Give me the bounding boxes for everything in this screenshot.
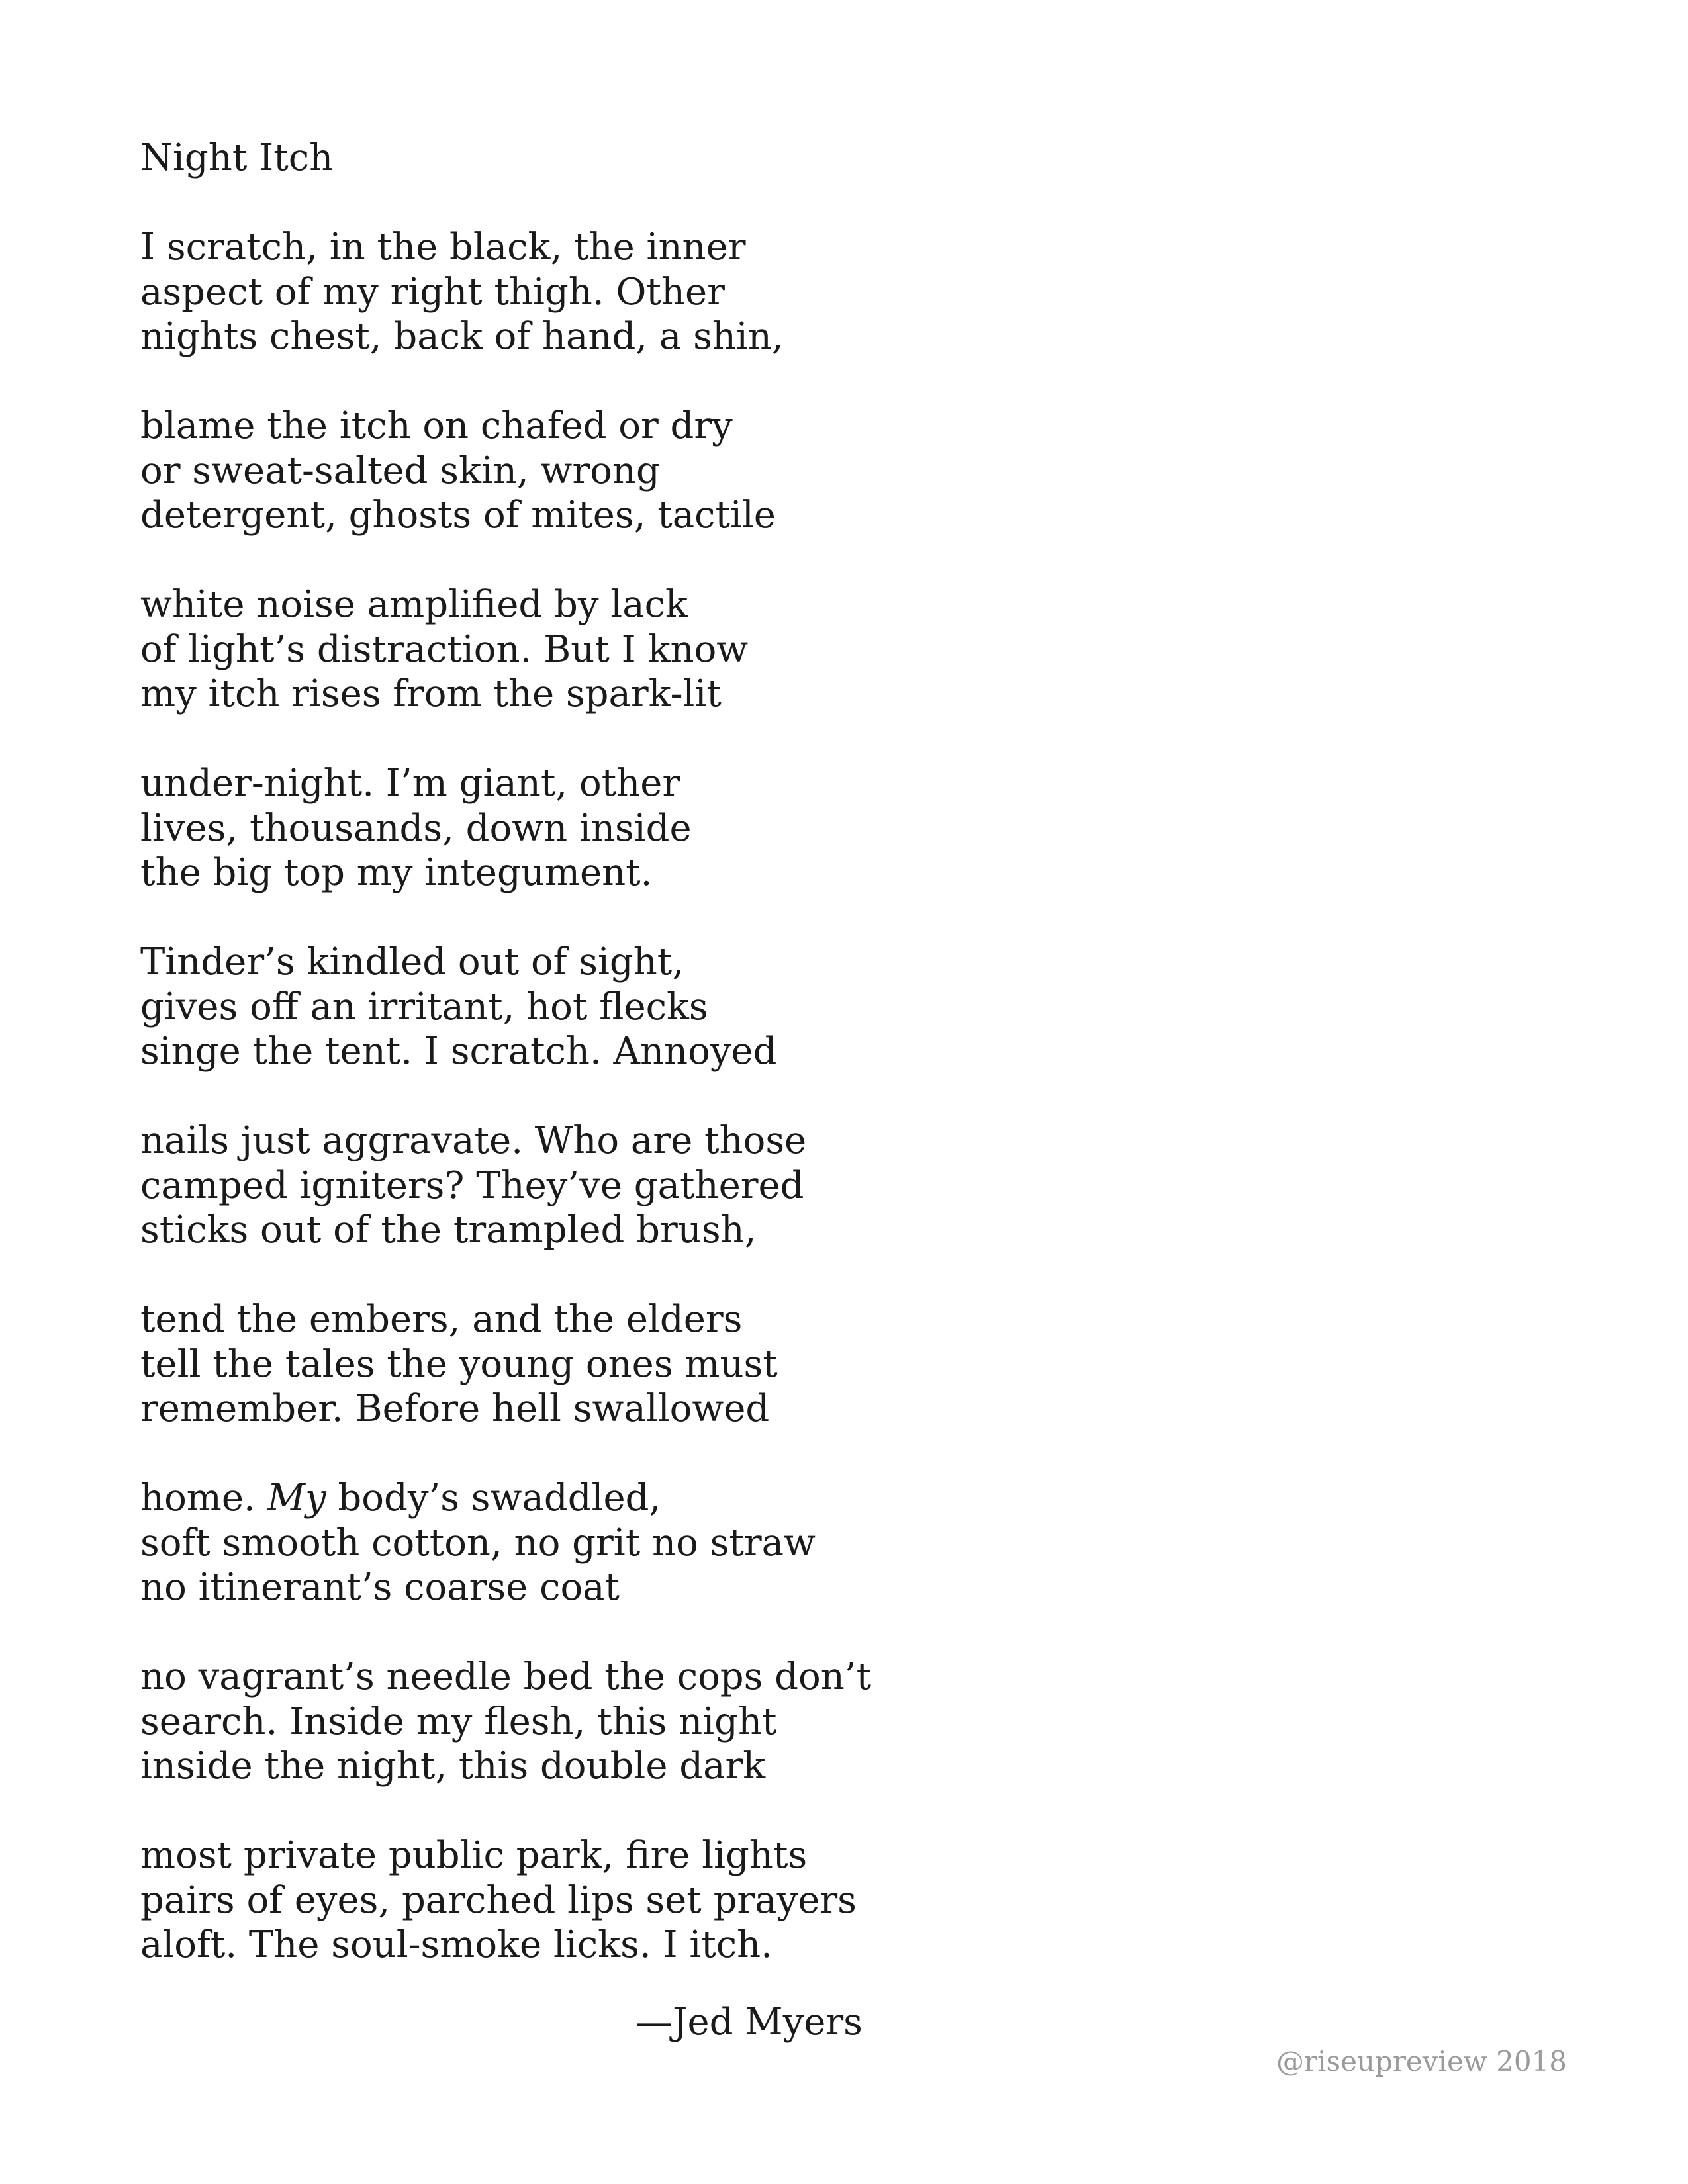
poem-line: tell the tales the young ones must xyxy=(140,1342,778,1386)
stanza-7 xyxy=(140,1297,1133,1432)
poem-body xyxy=(140,136,1133,1968)
stanza-8 xyxy=(140,1476,1133,1610)
poem-line: no vagrant’s needle bed the cops don’t xyxy=(140,1655,872,1698)
poem-line: sticks out of the trampled brush, xyxy=(140,1208,757,1251)
stanza-5 xyxy=(140,940,1133,1074)
poem-line: nights chest, back of hand, a shin, xyxy=(140,315,784,358)
poem-line: soft smooth cotton, no grit no straw xyxy=(140,1521,816,1565)
stanza-1 xyxy=(140,225,1133,359)
stanza-9 xyxy=(140,1655,1133,1789)
italic-word: My xyxy=(267,1477,326,1520)
poem-line: gives off an irritant, hot flecks xyxy=(140,985,708,1028)
poem-line: search. Inside my flesh, this night xyxy=(140,1700,777,1743)
poem-line: I scratch, in the black, the inner xyxy=(140,226,746,269)
poem-line: most private public park, fire lights xyxy=(140,1834,808,1877)
poem-line: camped igniters? They’ve gathered xyxy=(140,1163,804,1207)
poem-line-end: body’s swaddled, xyxy=(326,1477,661,1520)
poem-line: of light’s distraction. But I know xyxy=(140,627,749,671)
poem-line: white noise amplified by lack xyxy=(140,583,688,626)
poem-line: my itch rises from the spark-lit xyxy=(140,672,722,715)
poem-line: the big top my integument. xyxy=(140,851,653,894)
poem-line: detergent, ghosts of mites, tactile xyxy=(140,494,776,537)
poem-line: Tinder’s kindled out of sight, xyxy=(140,940,684,983)
poem-line: or sweat-salted skin, wrong xyxy=(140,449,660,492)
poem-line: inside the night, this double dark xyxy=(140,1745,766,1788)
stanza-3 xyxy=(140,582,1133,717)
poem-line: pairs of eyes, parched lips set prayers xyxy=(140,1878,857,1922)
stanza-6 xyxy=(140,1118,1133,1253)
poem-line: nails just aggravate. Who are those xyxy=(140,1119,807,1162)
stanza-2 xyxy=(140,404,1133,538)
poem-line: aloft. The soul-smoke licks. I itch. xyxy=(140,1923,773,1966)
poem-line-start: home. xyxy=(140,1477,267,1520)
poem-line xyxy=(140,1476,1133,1521)
poem-line: remember. Before hell swallowed xyxy=(140,1387,770,1430)
poem-title: Night Itch xyxy=(140,136,334,179)
poem-line: no itinerant’s coarse coat xyxy=(140,1566,620,1609)
poem-line: under-night. I’m giant, other xyxy=(140,762,680,805)
poem-line: blame the itch on chafed or dry xyxy=(140,404,733,447)
copyright-watermark: @riseupreview 2018 xyxy=(1276,2045,1567,2077)
poem-line: aspect of my right thigh. Other xyxy=(140,270,725,314)
author-byline: —Jed Myers xyxy=(635,2001,863,2044)
stanza-10 xyxy=(140,1833,1133,1968)
poem-line: tend the embers, and the elders xyxy=(140,1298,743,1341)
poem-line: singe the tent. I scratch. Annoyed xyxy=(140,1030,777,1073)
stanza-4 xyxy=(140,761,1133,895)
poem-line: lives, thousands, down inside xyxy=(140,806,692,850)
